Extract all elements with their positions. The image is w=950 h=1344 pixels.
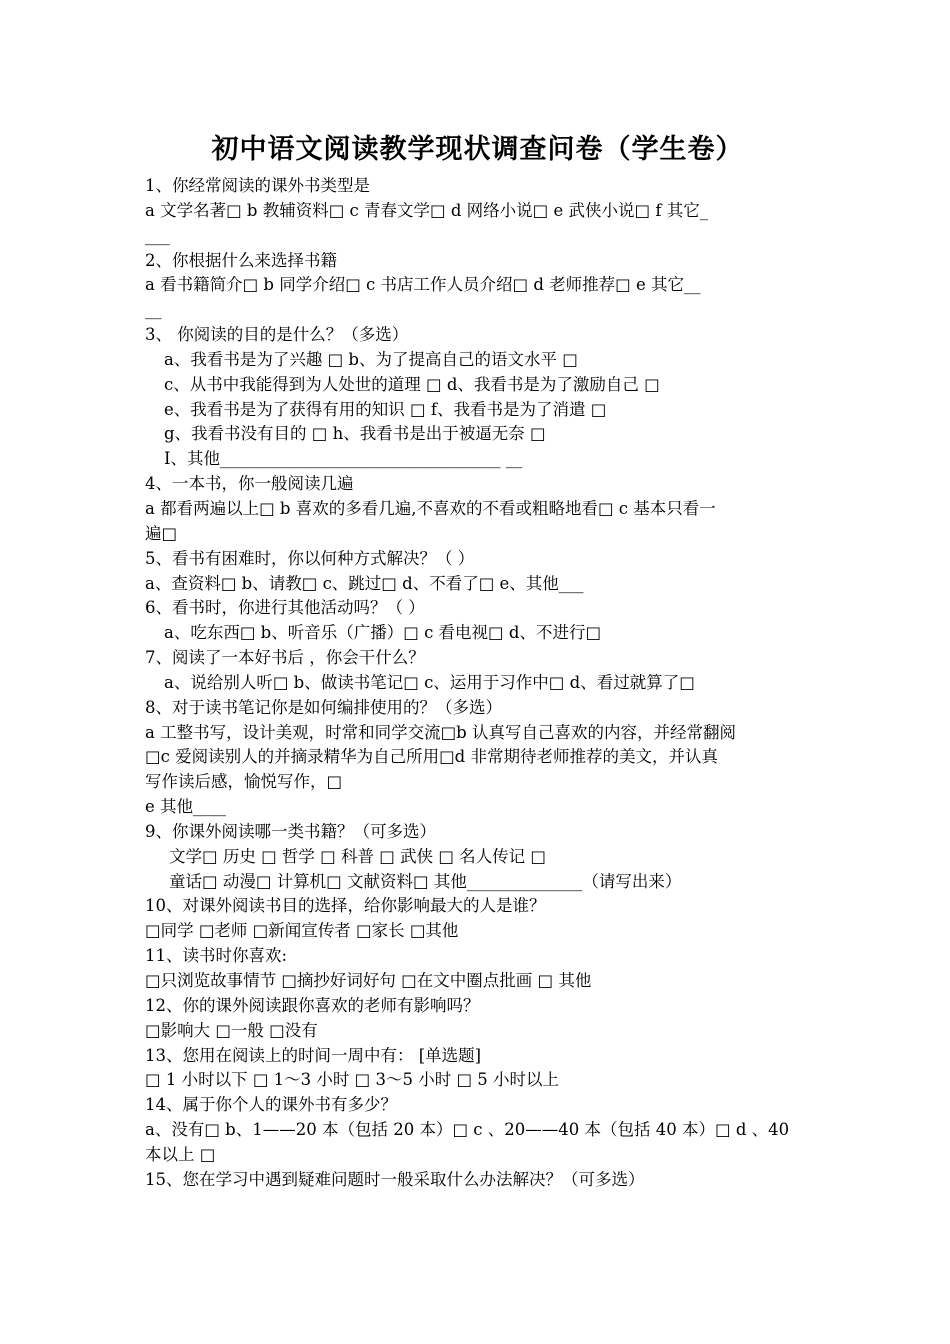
question-9: 9、你课外阅读哪一类书籍？（可多选）: [145, 821, 436, 841]
question-4-options-cont: 遍□: [145, 523, 178, 543]
question-14-options: a、没有□ b、1——20 本（包括 20 本）□ c 、20——40 本（包括 40 本）□ d 、40: [145, 1120, 790, 1140]
question-4: 4、一本书，你一般阅读几遍: [145, 474, 354, 494]
question-7: 7、阅读了一本好书后 ，你会干什么？: [145, 648, 425, 668]
question-4-options: a 都看两遍以上□ b 喜欢的多看几遍,不喜欢的不看或粗略地看□ c 基本只看一: [145, 498, 716, 518]
question-7-options: a、说给别人听□ b、做读书笔记□ c、运用于习作中□ d、看过就算了□: [164, 672, 695, 692]
question-3-option-other: I、其他__________________________________ __: [164, 449, 523, 469]
question-10-options: □同学 □老师 □新闻宣传者 □家长 □其他: [145, 921, 459, 941]
question-3-options-ab: a、我看书是为了兴趣 □ b、为了提高自己的语文水平 □: [164, 349, 578, 369]
question-14: 14、属于你个人的课外书有多少？: [145, 1095, 397, 1115]
question-3-options-cd: c、从书中我能得到为人处世的道理 □ d、我看书是为了激励自己 □: [164, 374, 660, 394]
question-1-options-cont: ___: [145, 225, 170, 245]
question-11-options: □只浏览故事情节 □摘抄好词好句 □在文中圈点批画 □ 其他: [145, 971, 592, 990]
question-3-options-gh: g、我看书没有目的 □ h、我看书是出于被逼无奈 □: [164, 424, 546, 444]
question-6-options: a、吃东西□ b、听音乐（广播）□ c 看电视□ d、不进行□: [164, 623, 602, 643]
question-8-option-other: e 其他____: [145, 797, 227, 817]
question-1: 1、你经常阅读的课外书类型是: [145, 176, 370, 195]
question-5-options: a、查资料□ b、请教□ c、跳过□ d、不看了□ e、其他___: [145, 573, 584, 593]
question-3: 3、 你阅读的目的是什么？（多选）: [145, 325, 409, 345]
question-8-options-1: a 工整书写，设计美观，时常和同学交流□b 认真写自己喜欢的内容，并经常翻阅: [145, 722, 736, 742]
question-15: 15、您在学习中遇到疑难问题时一般采取什么办法解决？（可多选）: [145, 1169, 645, 1189]
question-3-options-ef: e、我看书是为了获得有用的知识 □ f、我看书是为了消遣 □: [164, 399, 607, 419]
question-13-options: □ 1 小时以下 □ 1～3 小时 □ 3～5 小时 □ 5 小时以上: [145, 1070, 560, 1090]
question-13: 13、您用在阅读上的时间一周中有： [单选题]: [145, 1045, 482, 1065]
question-10: 10、对课外阅读书目的选择，给你影响最大的人是谁？: [145, 896, 546, 916]
question-14-options-cont: 本以上 □: [145, 1144, 216, 1164]
question-8-options-2: □c 爱阅读别人的并摘录精华为自己所用□d 非常期待老师推荐的美文，并认真: [145, 747, 718, 767]
question-9-options-1: 文学□ 历史 □ 哲学 □ 科普 □ 武侠 □ 名人传记 □: [169, 846, 546, 866]
question-6: 6、看书时，你进行其他活动吗？（ ）: [145, 598, 425, 618]
question-2-options-cont: __: [145, 300, 162, 320]
question-12: 12、你的课外阅读跟你喜欢的老师有影响吗？: [145, 995, 480, 1015]
question-8: 8、对于读书笔记你是如何编排使用的？（多选）: [145, 697, 502, 717]
question-12-options: □影响大 □一般 □没有: [145, 1020, 318, 1040]
question-1-options: a 文学名著□ b 教辅资料□ c 青春文学□ d 网络小说□ e 武侠小说□ f 其它_: [145, 200, 708, 220]
question-8-options-3: 写作读后感，愉悦写作，□: [145, 772, 343, 792]
question-2-options: a 看书籍简介□ b 同学介绍□ c 书店工作人员介绍□ d 老师推荐□ e 其它__: [145, 275, 701, 295]
document-title: 初中语文阅读教学现状调查问卷（学生卷）: [211, 134, 744, 165]
question-5: 5、看书有困难时，你以何种方式解决？（ ）: [145, 548, 475, 568]
document-page: [145, 128, 810, 1193]
question-11: 11、读书时你喜欢:: [145, 946, 288, 966]
question-9-options-2: 童话□ 动漫□ 计算机□ 文献资料□ 其他______________（请写出来）: [169, 871, 682, 891]
question-2: 2、你根据什么来选择书籍: [145, 250, 337, 270]
